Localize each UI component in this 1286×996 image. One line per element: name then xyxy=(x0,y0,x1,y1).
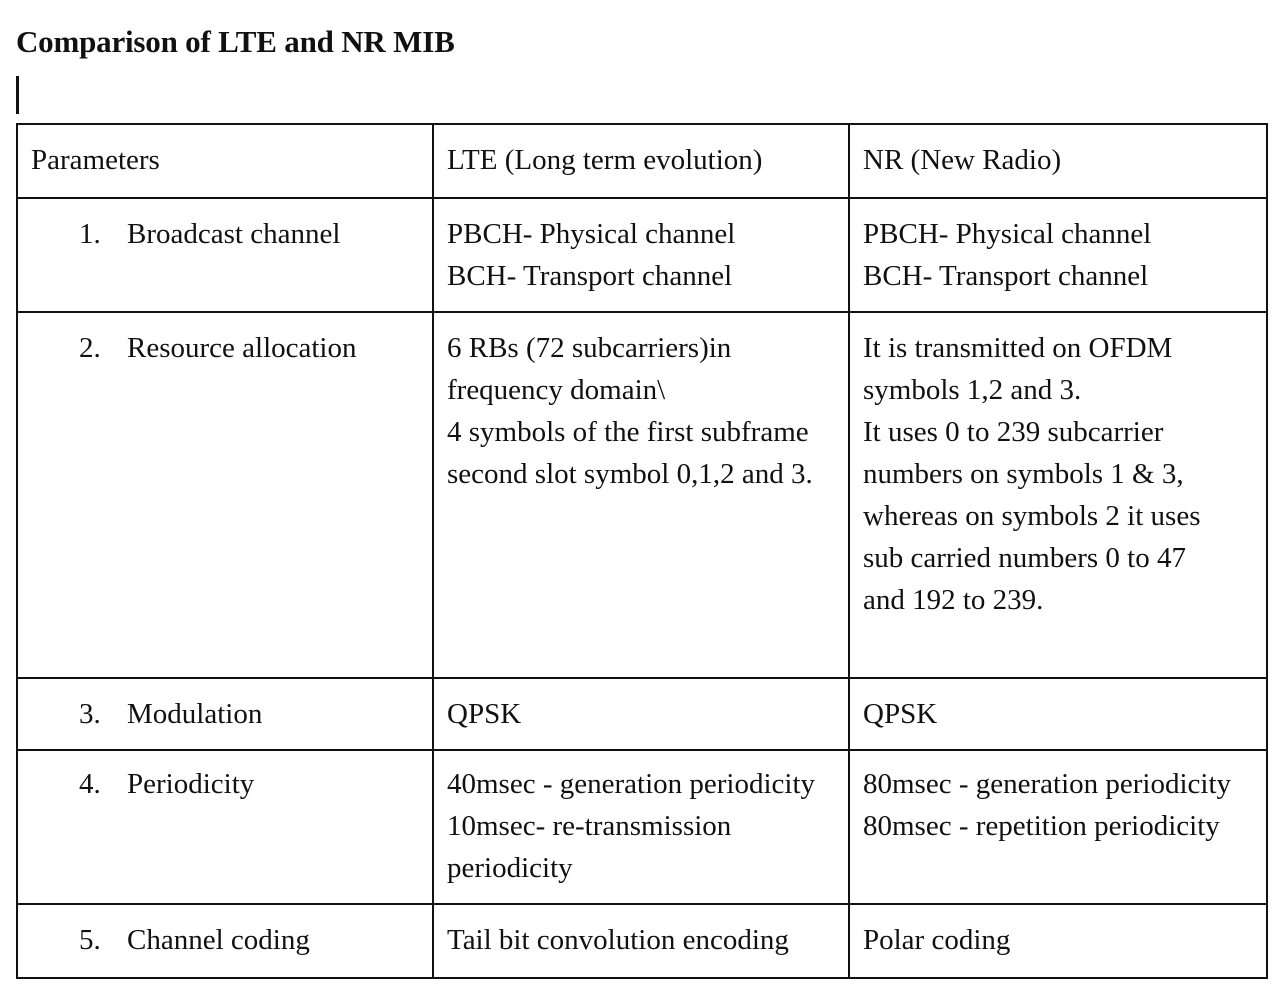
nr-line: It uses 0 to 239 subcarrier xyxy=(863,416,1164,448)
lte-line: Tail bit convolution encoding xyxy=(447,924,789,956)
nr-line: and 192 to 239. xyxy=(863,584,1044,616)
text-cursor xyxy=(16,76,19,114)
nr-line: 80msec - generation periodicity xyxy=(863,768,1232,800)
nr-cell[interactable] xyxy=(849,198,1267,312)
nr-line: whereas on symbols 2 it uses xyxy=(863,500,1201,532)
lte-cell[interactable] xyxy=(433,750,849,904)
param-cell[interactable] xyxy=(17,904,433,978)
nr-line: Polar coding xyxy=(863,924,1011,956)
header-cell-parameters[interactable] xyxy=(17,124,433,198)
table-row xyxy=(17,904,1267,978)
header-cell-nr[interactable] xyxy=(849,124,1267,198)
lte-line: frequency domain\ xyxy=(447,374,666,406)
param-cell[interactable] xyxy=(17,198,433,312)
nr-line: It is transmitted on OFDM xyxy=(863,332,1173,364)
header-label: LTE (Long term evolution) xyxy=(447,144,763,176)
document-title: Comparison of LTE and NR MIB xyxy=(16,24,455,59)
param-cell[interactable] xyxy=(17,750,433,904)
nr-cell[interactable] xyxy=(849,312,1267,678)
table-row xyxy=(17,750,1267,904)
table-row xyxy=(17,198,1267,312)
lte-line: 10msec- re-transmission xyxy=(447,810,732,842)
lte-cell[interactable] xyxy=(433,198,849,312)
param-label: Periodicity xyxy=(127,768,255,800)
param-number: 2. xyxy=(79,332,101,364)
nr-cell[interactable] xyxy=(849,904,1267,978)
nr-line: sub carried numbers 0 to 47 xyxy=(863,542,1186,574)
lte-line: 6 RBs (72 subcarriers)in xyxy=(447,332,732,364)
lte-line: 40msec - generation periodicity xyxy=(447,768,816,800)
nr-line: 80msec - repetition periodicity xyxy=(863,810,1220,842)
param-cell[interactable] xyxy=(17,312,433,678)
lte-line: PBCH- Physical channel xyxy=(447,218,736,250)
header-label: Parameters xyxy=(31,144,160,176)
nr-line: symbols 1,2 and 3. xyxy=(863,374,1082,406)
nr-cell[interactable] xyxy=(849,678,1267,750)
lte-line: BCH- Transport channel xyxy=(447,260,733,292)
table-row xyxy=(17,678,1267,750)
nr-line: PBCH- Physical channel xyxy=(863,218,1152,250)
header-cell-lte[interactable] xyxy=(433,124,849,198)
param-label: Channel coding xyxy=(127,924,310,956)
param-number: 4. xyxy=(79,768,101,800)
header-label: NR (New Radio) xyxy=(863,144,1062,176)
lte-cell[interactable] xyxy=(433,678,849,750)
param-number: 5. xyxy=(79,924,101,956)
nr-cell[interactable] xyxy=(849,750,1267,904)
lte-line: 4 symbols of the first subframe xyxy=(447,416,809,448)
lte-cell[interactable] xyxy=(433,312,849,678)
param-label: Modulation xyxy=(127,698,263,730)
table-row xyxy=(17,312,1267,678)
nr-line: QPSK xyxy=(863,698,938,730)
param-cell[interactable] xyxy=(17,678,433,750)
table-header-row xyxy=(17,124,1267,198)
comparison-table xyxy=(16,123,1268,979)
param-label: Broadcast channel xyxy=(127,218,341,250)
param-number: 1. xyxy=(79,218,101,250)
param-label: Resource allocation xyxy=(127,332,357,364)
param-number: 3. xyxy=(79,698,101,730)
lte-cell[interactable] xyxy=(433,904,849,978)
lte-line: QPSK xyxy=(447,698,522,730)
lte-line: second slot symbol 0,1,2 and 3. xyxy=(447,458,813,490)
nr-line: BCH- Transport channel xyxy=(863,260,1149,292)
nr-line: numbers on symbols 1 & 3, xyxy=(863,458,1184,490)
lte-line: periodicity xyxy=(447,852,573,884)
